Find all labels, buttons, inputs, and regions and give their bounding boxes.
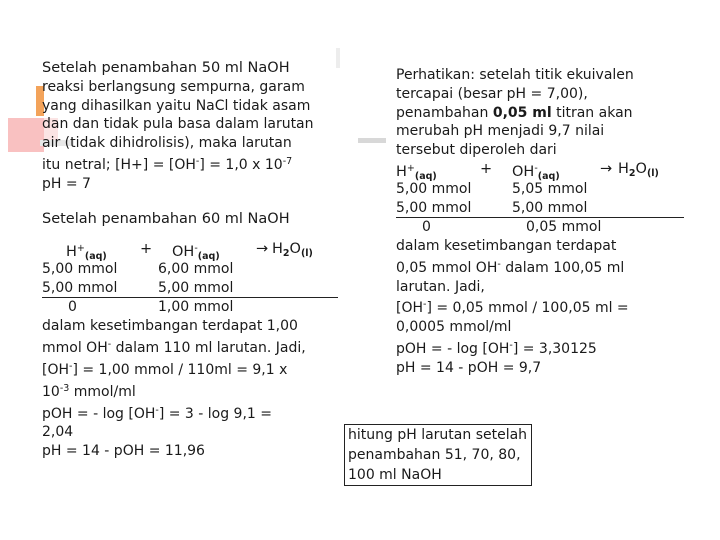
para2-line5: pOH = - log [OH-] = 3 - log 9,1 =: [42, 404, 273, 422]
para1-line2: yang dihasilkan yaitu NaCl tidak asam: [42, 97, 311, 114]
heading-60ml: Setelah penambahan 60 ml NaOH: [42, 210, 290, 227]
decor-gray-tick: [336, 48, 340, 68]
right-line2: tercapai (besar pH = 7,00),: [396, 85, 588, 102]
right-line4: merubah pH menjadi 9,7 nilai: [396, 123, 605, 140]
decor-gray-dash: [358, 138, 386, 143]
right-line12: [OH-] = 0,05 mmol / 100,05 ml =: [396, 299, 629, 317]
para2-line6: 2,04: [42, 424, 74, 441]
right-column: [396, 66, 659, 378]
para2-line3: [OH-] = 1,00 mmol / 110ml = 9,1 x: [42, 360, 288, 378]
task-line1: hitung pH larutan setelah: [348, 427, 528, 443]
stoich-row: 5,00 mmol 5,00 mmol: [396, 199, 634, 218]
arrow-icon: →: [600, 160, 613, 177]
para1-line1: reaksi berlangsung sempurna, garam: [42, 78, 305, 95]
stoich-row: 5,00 mmol 6,00 mmol: [42, 261, 234, 278]
task-line2: penambahan 51, 70, 80,: [348, 447, 521, 463]
right-title: Perhatikan: setelah titik ekuivalen: [396, 67, 634, 83]
right-line11: larutan. Jadi,: [396, 278, 485, 295]
para2-line4: $10^{-3}$ mmol/ml: [42, 382, 136, 400]
reaction-equation-left: $H^+_{(aq)}$ + $OH^-_{(aq)}$ → $H_2O_{(l)}$: [66, 241, 313, 263]
right-line14: pOH = - log [OH-] = 3,30125: [396, 339, 597, 357]
arrow-icon: →: [256, 241, 269, 258]
heading-50ml: Setelah penambahan 50 ml NaOH: [42, 60, 290, 76]
para2-line7: pH = 14 - pOH = 11,96: [42, 443, 205, 460]
ph-7: pH = 7: [42, 175, 91, 192]
right-line15: pH = 14 - pOH = 9,7: [396, 359, 542, 376]
para1-line3: dan dan tidak pula basa dalam larutan: [42, 116, 314, 133]
right-line9: dalam kesetimbangan terdapat: [396, 237, 617, 254]
stoich-row: 0 1,00 mmol: [42, 298, 314, 317]
para2-line1: dalam kesetimbangan terdapat 1,00: [42, 318, 298, 335]
neutral-equation: itu netral; [H+] = [OH-] = 1,0 x $10^{-7}$: [42, 155, 293, 173]
stoich-row: 0 0,05 mmol: [422, 218, 602, 235]
reaction-equation-right: $H^+_{(aq)}$ + $OH^-_{(aq)}$ → $H_2O_{(l)}$: [396, 160, 659, 182]
decor-pink-square: [8, 118, 44, 152]
task-box: [344, 424, 532, 486]
right-line5: tersebut diperoleh dari: [396, 142, 557, 159]
stoich-row: 5,00 mmol 5,00 mmol: [42, 280, 234, 297]
stoich-row: 5,00 mmol 5,05 mmol: [396, 180, 588, 197]
right-line10: 0,05 mmol OH- dalam 100,05 ml: [396, 258, 625, 276]
right-line13: 0,0005 mmol/ml: [396, 319, 512, 336]
para1-line4: air (tidak dihidrolisis), maka larutan: [42, 135, 292, 152]
task-line3: 100 ml NaOH: [348, 467, 442, 483]
para2-line2: mmol OH- dalam 110 ml larutan. Jadi,: [42, 339, 306, 357]
left-column: [42, 59, 314, 461]
right-line3: penambahan 0,05 ml titran akan: [396, 104, 633, 121]
